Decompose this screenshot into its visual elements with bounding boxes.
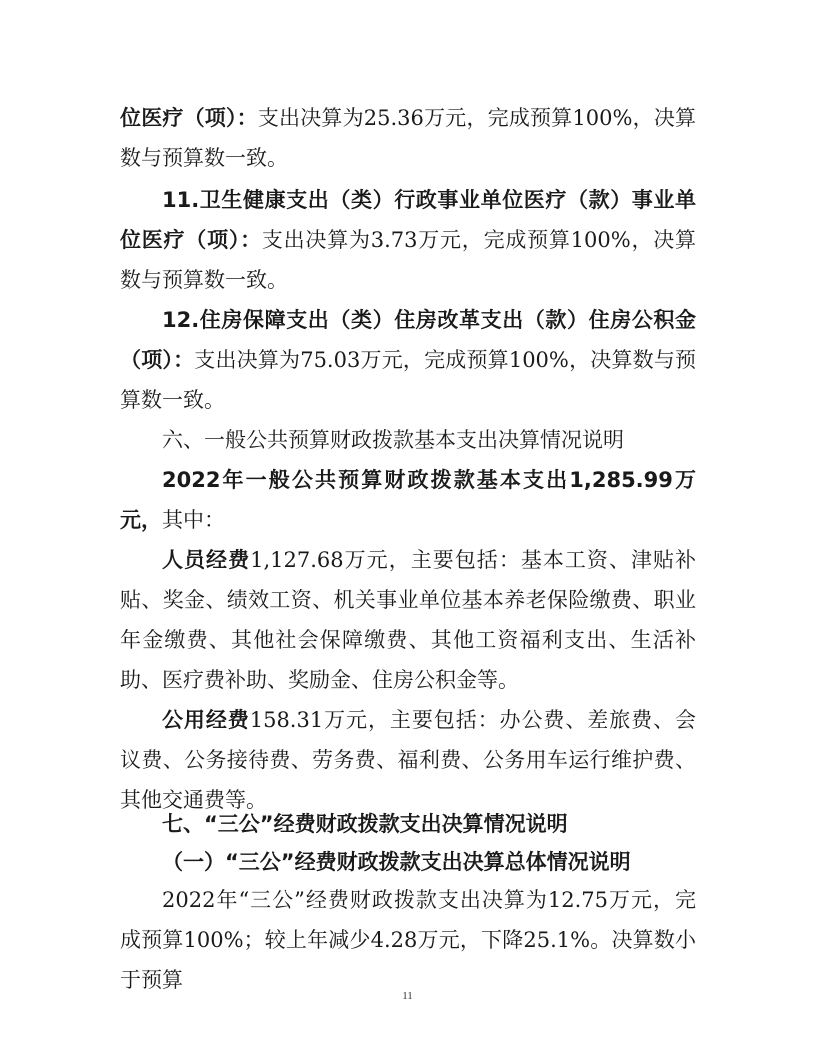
section-heading-7 xyxy=(120,804,696,844)
paragraph-housing-fund xyxy=(120,300,696,420)
paragraph-lead: 人员经费 xyxy=(162,548,251,572)
paragraph-lead: 2022年一般公共预算财政拨款基本支出1,285.99万元， xyxy=(120,468,696,532)
paragraph-medical-item xyxy=(120,98,696,178)
paragraph-body: 支出决算为75.03万元，完成预算100%，决算数与预算数一致。 xyxy=(120,348,697,412)
paragraph-body: 158.31万元，主要包括：办公费、差旅费、会议费、公务接待费、劳务费、福利费、公务用车运行维护费、其他交通费等。 xyxy=(120,708,696,812)
paragraph-basic-expense xyxy=(120,460,696,540)
paragraph-three-public-overview xyxy=(120,880,696,1000)
paragraph-body: 支出决算为3.73万元，完成预算100%，决算数与预算数一致。 xyxy=(120,228,696,292)
heading-text: 六、一般公共预算财政拨款基本支出决算情况说明 xyxy=(162,428,624,452)
paragraph-body: 支出决算为25.36万元，完成预算100%，决算数与预算数一致。 xyxy=(120,106,697,170)
paragraph-lead: 公用经费 xyxy=(162,708,250,732)
page-number: 11 xyxy=(402,990,413,1002)
paragraph-body: 2022年“三公”经费财政拨款支出决算为12.75万元，完成预算100%；较上年减少4.28万元，下降25.1%。决算数小于预算 xyxy=(120,888,696,992)
paragraph-health-expense xyxy=(120,180,696,300)
heading-text: 七、“三公”经费财政拨款支出决算情况说明 xyxy=(162,812,568,836)
section-heading-6 xyxy=(120,420,696,460)
paragraph-lead: 位医疗（项）： xyxy=(120,106,258,130)
paragraph-body: 其中： xyxy=(162,508,225,532)
heading-text: （一）“三公”经费财政拨款支出决算总体情况说明 xyxy=(162,850,631,874)
paragraph-lead: 11.卫生健康支出（类）行政事业单位医疗（款）事业单位医疗（项）： xyxy=(120,188,696,252)
subsection-heading-7-1 xyxy=(120,842,696,882)
paragraph-lead: 12.住房保障支出（类）住房改革支出（款）住房公积金（项）： xyxy=(120,308,696,372)
paragraph-personnel-expense xyxy=(120,540,696,700)
paragraph-body: 1,127.68万元，主要包括：基本工资、津贴补贴、奖金、绩效工资、机关事业单位基本养老保险缴费、职业年金缴费、其他社会保障缴费、其他工资福利支出、生活补助、医疗费补助、奖励金、住房公积金等。 xyxy=(120,548,697,692)
paragraph-public-expense xyxy=(120,700,696,820)
